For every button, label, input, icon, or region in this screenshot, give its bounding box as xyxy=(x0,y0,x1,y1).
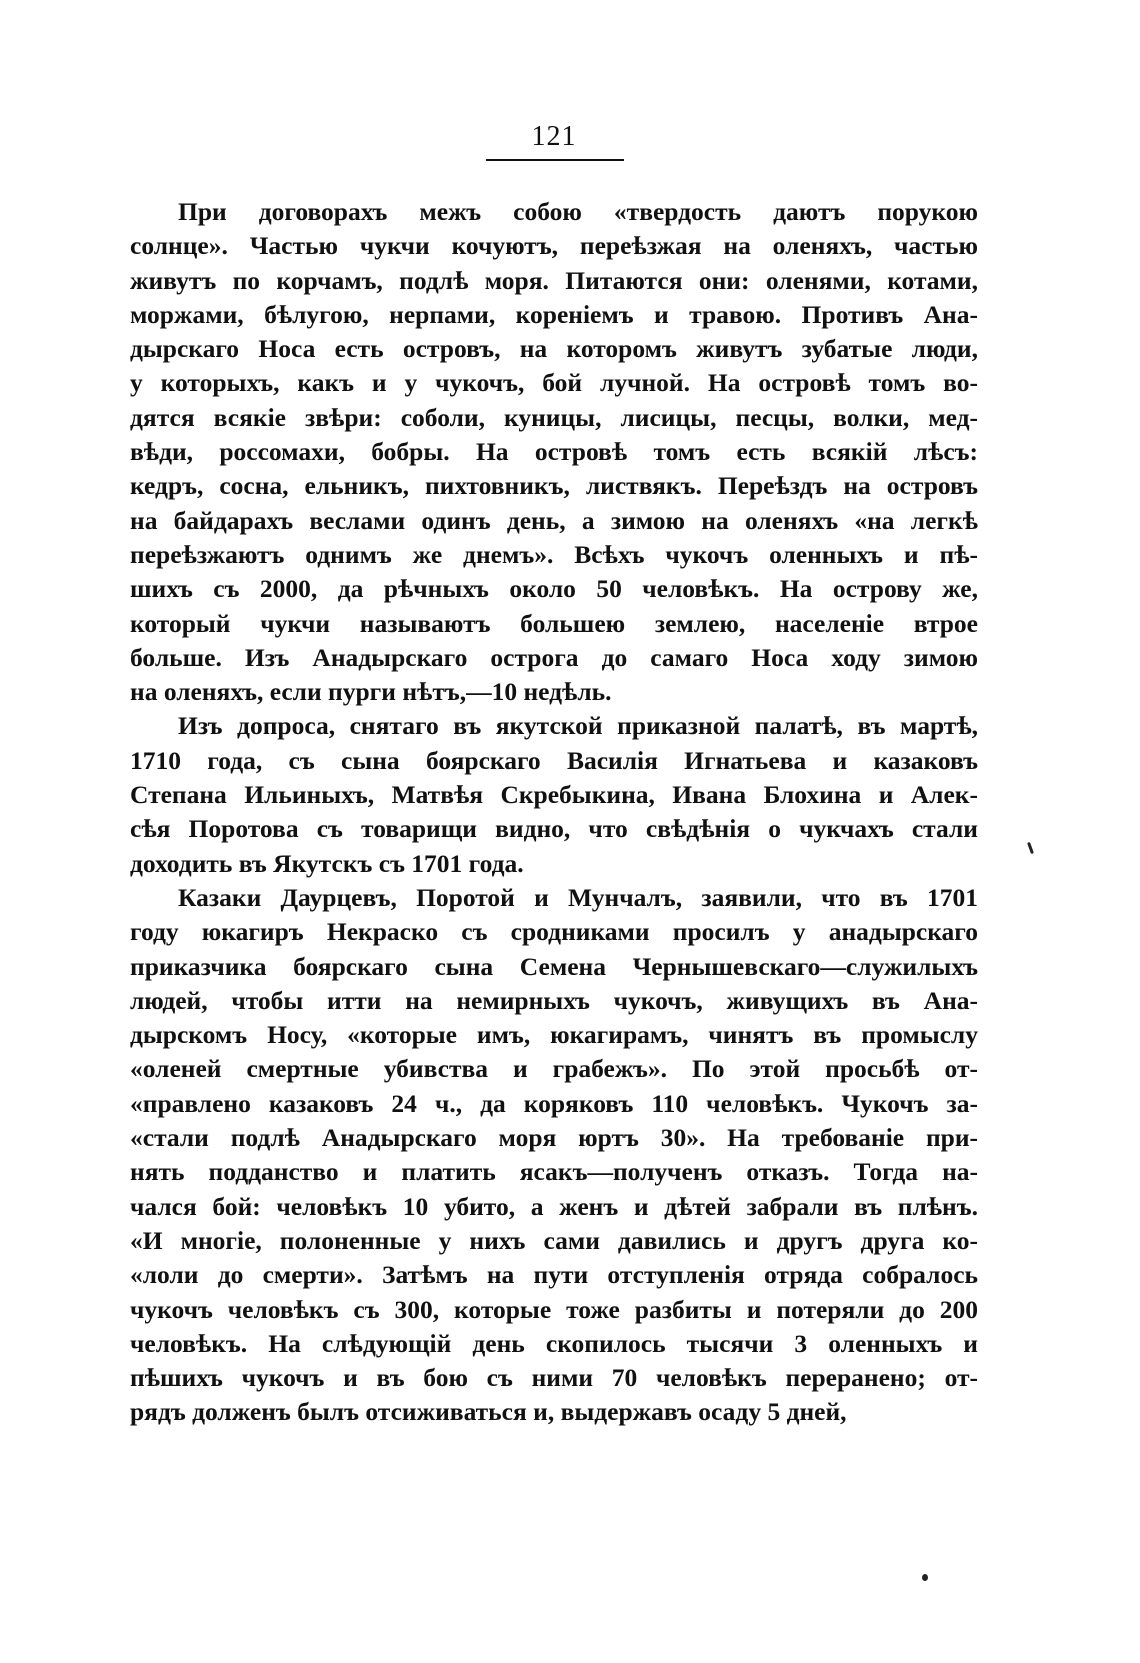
text-line: на байдарахъ веслами одинъ день, а зимою на оленяхъ «на легкѣ xyxy=(130,505,978,535)
text-line: шихъ съ 2000, да рѣчныхъ около 50 человѣкъ. На острову же, xyxy=(130,574,978,604)
text-line: который чукчи называютъ большею землею, населеніе втрое xyxy=(130,608,978,638)
text-line: солнце». Частью чукчи кочуютъ, переѣзжая на оленяхъ, частью xyxy=(130,231,978,261)
text-line: рядъ долженъ былъ отсиживаться и, выдержавъ осаду 5 дней, xyxy=(130,1397,847,1427)
text-line: чался бой: человѣкъ 10 убито, а женъ и дѣтей забрали въ плѣнъ. xyxy=(130,1191,978,1221)
text-line: кедръ, сосна, ельникъ, пихтовникъ, листвякъ. Переѣздъ на островъ xyxy=(130,471,978,501)
text-line: на оленяхъ, если пурги нѣтъ,—10 недѣль. xyxy=(130,677,612,707)
text-line: году юкагиръ Некраско съ сродниками просилъ у анадырскаго xyxy=(130,917,978,947)
text-line: 1710 года, съ сына боярскаго Василія Игнатьева и казаковъ xyxy=(130,745,978,775)
text-line: у которыхъ, какъ и у чукочъ, бой лучной. На островѣ томъ во- xyxy=(130,368,978,398)
text-line: Изъ допроса, снятаго въ якутской приказной палатѣ, въ мартѣ, xyxy=(178,711,978,741)
paragraph xyxy=(130,195,978,709)
text-line: Казаки Даурцевъ, Поротой и Мунчалъ, заявили, что въ 1701 xyxy=(178,882,978,912)
bottom-dot-mark xyxy=(922,1574,928,1581)
text-line: «лоли до смерти». Затѣмъ на пути отступленія отряда собралось xyxy=(130,1260,978,1290)
text-line: дырскомъ Носу, «которые имъ, юкагирамъ, чинятъ въ промыслу xyxy=(130,1020,978,1050)
page-number-rule xyxy=(486,159,624,161)
text-line: человѣкъ. На слѣдующій день скопилось тысячи 3 оленныхъ и xyxy=(130,1328,978,1358)
text-line: дырскаго Носа есть островъ, на которомъ живутъ зубатые люди, xyxy=(130,334,978,364)
text-line: больше. Изъ Анадырскаго острога до самаго Носа ходу зимою xyxy=(130,642,978,672)
text-line: «оленей смертные убивства и грабежъ». По этой просьбѣ от- xyxy=(130,1054,978,1084)
text-line: пѣшихъ чукочъ и въ бою съ ними 70 человѣкъ переранено; от- xyxy=(130,1363,978,1393)
page-number: 121 xyxy=(531,121,577,152)
text-line: вѣди, россомахи, бобры. На островѣ томъ есть всякій лѣсъ: xyxy=(130,437,978,467)
text-line: переѣзжаютъ однимъ же днемъ». Всѣхъ чукочъ оленныхъ и пѣ- xyxy=(130,539,978,569)
text-line: «правлено казаковъ 24 ч., да коряковъ 110 человѣкъ. Чукочъ за- xyxy=(130,1088,978,1118)
text-line: нять подданство и платить ясакъ—полученъ отказъ. Тогда на- xyxy=(130,1157,978,1187)
paragraph xyxy=(130,881,978,1430)
text-line: «И многіе, полоненные у нихъ сами давились и другъ друга ко- xyxy=(130,1225,978,1255)
margin-mark xyxy=(1027,842,1034,854)
text-line: чукочъ человѣкъ съ 300, которые тоже разбиты и потеряли до 200 xyxy=(130,1294,978,1324)
text-line: приказчика боярскаго сына Семена Чернышевскаго—служилыхъ xyxy=(130,951,978,981)
text-line: дятся всякіе звѣри: соболи, куницы, лисицы, песцы, волки, мед- xyxy=(130,402,978,432)
text-line: сѣя Поротова съ товарищи видно, что свѣдѣнія о чукчахъ стали xyxy=(130,814,978,844)
text-line: При договорахъ межъ собою «твердость даютъ порукою xyxy=(178,197,978,226)
paragraph xyxy=(130,709,978,880)
text-line: Степана Ильиныхъ, Матвѣя Скребыкина, Ивана Блохина и Алек- xyxy=(130,780,978,810)
text-line: моржами, бѣлугою, нерпами, кореніемъ и травою. Противъ Ана- xyxy=(130,299,978,329)
text-line: «стали подлѣ Анадырскаго моря юртъ 30». На требованіе при- xyxy=(130,1123,978,1153)
body-text xyxy=(130,195,978,1430)
text-line: живутъ по корчамъ, подлѣ моря. Питаются они: оленями, котами, xyxy=(130,265,978,295)
text-line: людей, чтобы итти на немирныхъ чукочъ, живущихъ въ Ана- xyxy=(130,985,978,1015)
text-line: доходить въ Якутскъ съ 1701 года. xyxy=(130,848,524,878)
